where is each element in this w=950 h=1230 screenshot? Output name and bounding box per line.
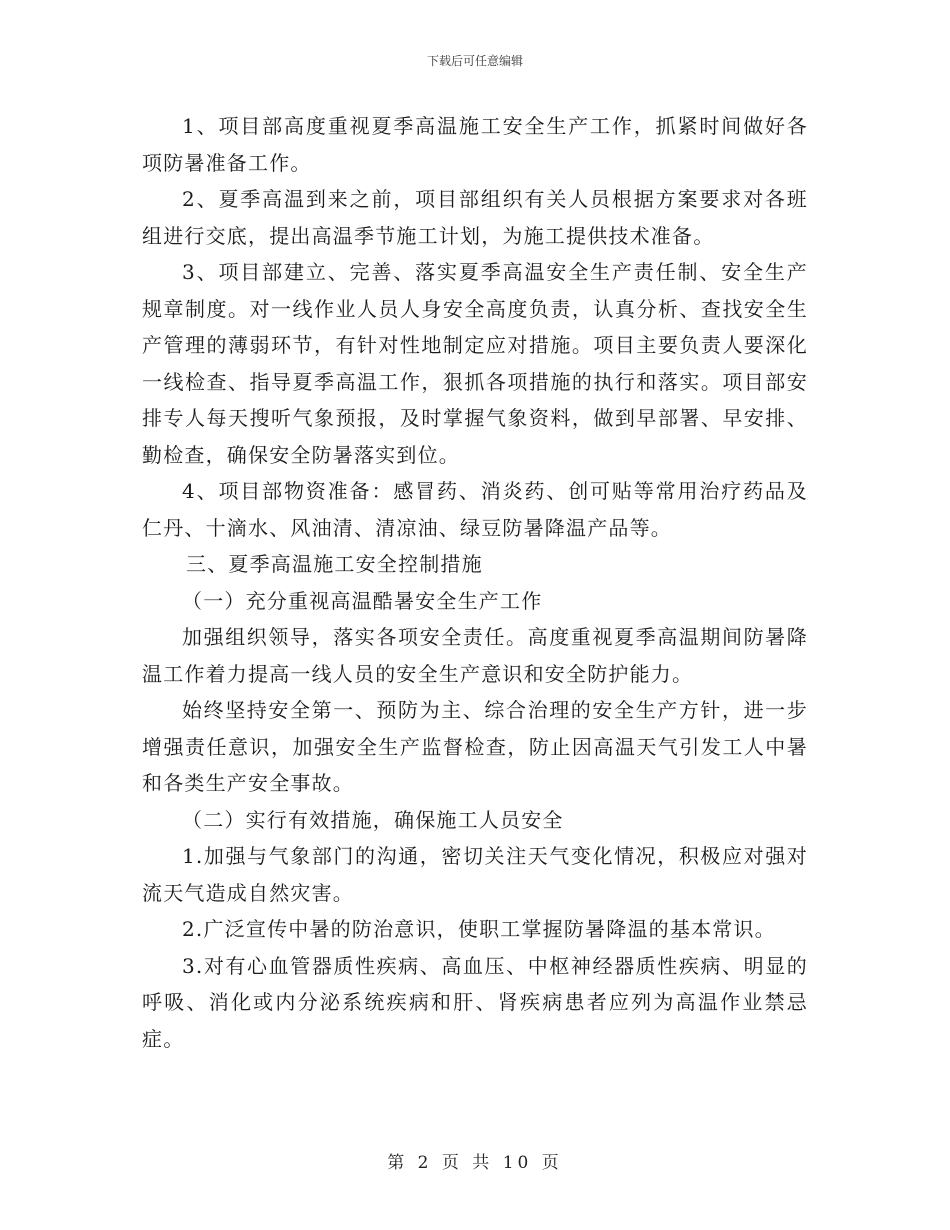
paragraph-3: 3、项目部建立、完善、落实夏季高温安全生产责任制、安全生产规章制度。对一线作业人员人身安全高度负责，认真分析、查找安全生产管理的薄弱环节，有针对性地制定应对措施。项目主要负责人要深化一线检查、指导夏季高温工作，狠抓各项措施的执行和落实。项目部安排专人每天搜听气象预报，及时掌握气象资料，做到早部署、早安排、勤检查，确保安全防暑落实到位。 <box>142 260 808 467</box>
paragraph-6: 始终坚持安全第一、预防为主、综合治理的安全生产方针，进一步增强责任意识，加强安全生产监督检查，防止因高温天气引发工人中暑和各类生产安全事故。 <box>142 698 808 795</box>
paragraph-4: 4、项目部物资准备：感冒药、消炎药、创可贴等常用治疗药品及仁丹、十滴水、风油清、清凉油、绿豆防暑降温产品等。 <box>142 479 808 540</box>
subsection-heading-2: （二）实行有效措施，确保施工人员安全 <box>182 807 564 832</box>
paragraph-1: 1、项目部高度重视夏季高温施工安全生产工作，抓紧时间做好各项防暑准备工作。 <box>142 114 808 175</box>
paragraph-2: 2、夏季高温到来之前，项目部组织有关人员根据方案要求对各班组进行交底，提出高温季节施工计划，为施工提供技术准备。 <box>142 187 808 248</box>
list-item-3: 3.对有心血管器质性疾病、高血压、中枢神经器质性疾病、明显的呼吸、消化或内分泌系统疾病和肝、肾疾病患者应列为高温作业禁忌症。 <box>142 953 808 1051</box>
paragraph-5: 加强组织领导，落实各项安全责任。高度重视夏季高温期间防暑降温工作着力提高一线人员的安全生产意识和安全防护能力。 <box>142 625 808 686</box>
document-body <box>142 108 808 1057</box>
page-footer: 第 2 页 共 10 页 <box>387 1153 563 1173</box>
list-item-1: 1.加强与气象部门的沟通，密切关注天气变化情况，积极应对强对流天气造成自然灾害。 <box>142 844 808 905</box>
subsection-heading-1: （一）充分重视高温酷暑安全生产工作 <box>182 588 543 613</box>
list-item-2: 2.广泛宣传中暑的防治意识，使职工掌握防暑降温的基本常识。 <box>182 917 776 941</box>
section-heading-3: 三、夏季高温施工安全控制措施 <box>186 552 483 576</box>
page-header: 下载后可任意编辑 <box>426 54 523 68</box>
